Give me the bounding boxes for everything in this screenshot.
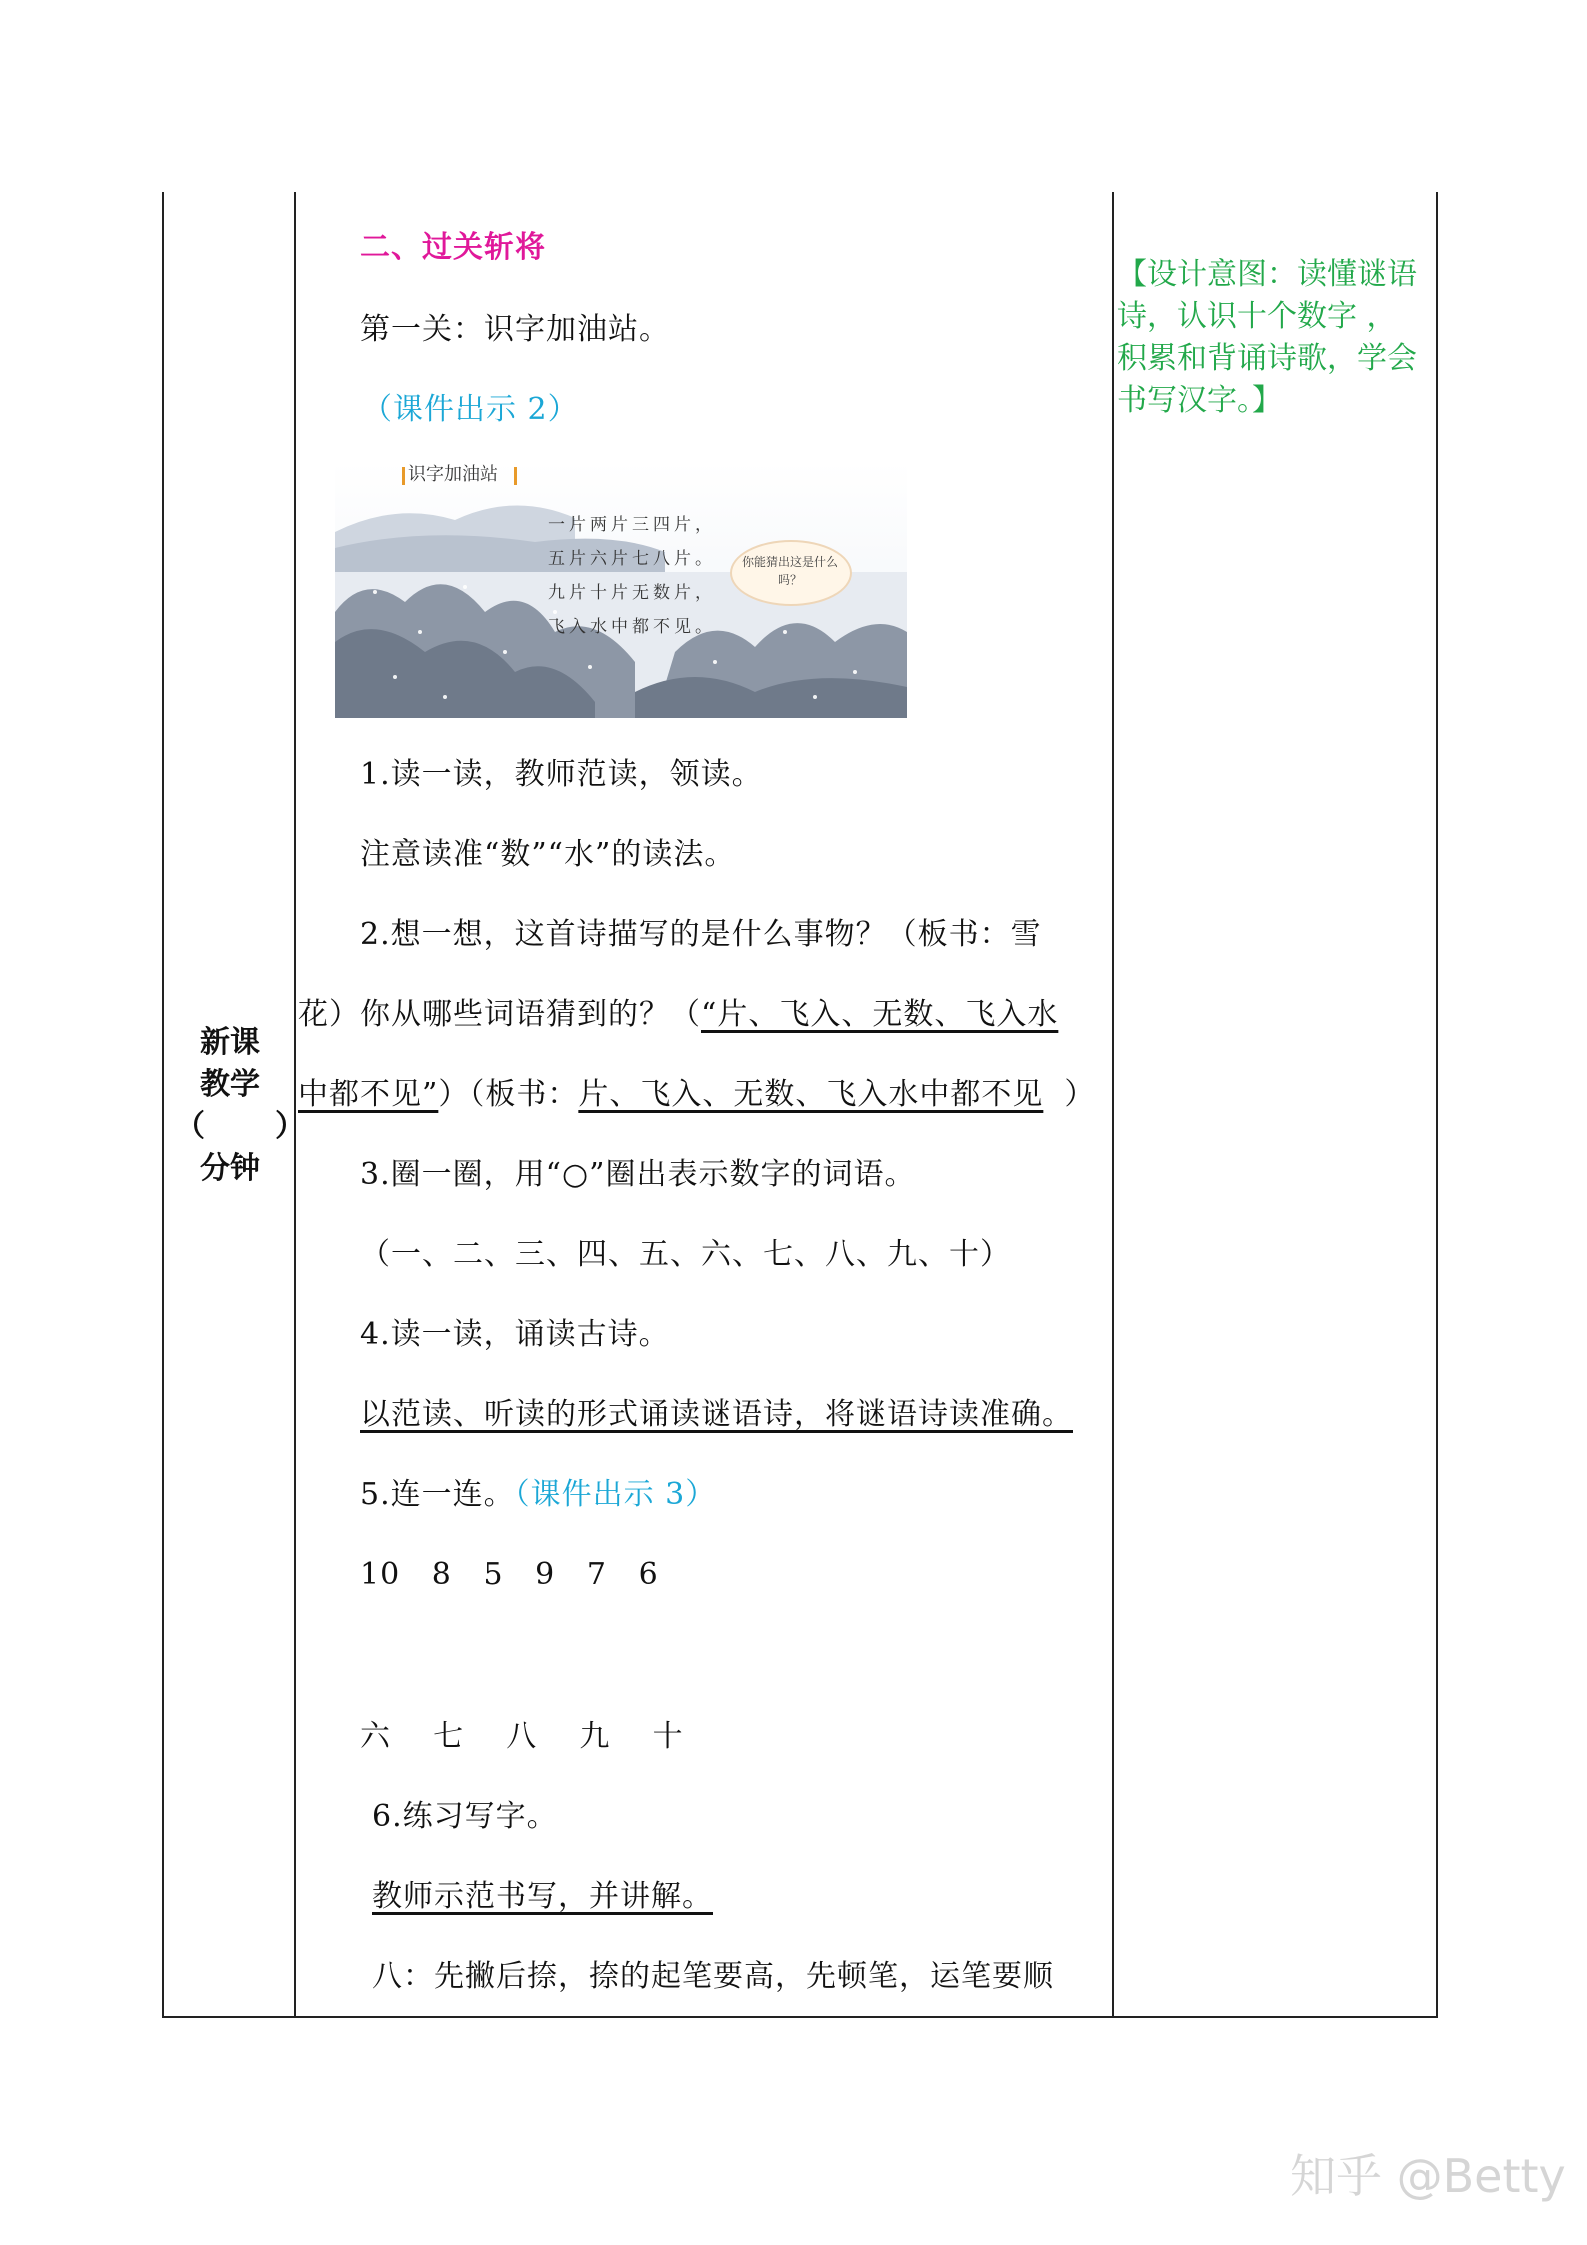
step-6: 6.练习写字。 [372, 1799, 558, 1834]
step-2-line-c [298, 1075, 1095, 1115]
design-intent-line-3: 积累和背诵诗歌，学会 [1117, 341, 1417, 376]
step-6-ba: 八：先撇后捺，捺的起笔要高，先顿笔，运笔要顺 [372, 1959, 1054, 1994]
design-intent [1117, 254, 1437, 422]
poem-line-2: 五片六片七八片。 [548, 549, 716, 569]
step-5 [360, 1475, 716, 1515]
poem-line-4: 飞入水中都不见。 [548, 617, 716, 637]
step-2-line-c-underlined-2: 片、飞入、无数、飞入水中都不见 [578, 1077, 1044, 1112]
tag-bar-right [514, 467, 517, 485]
design-intent-line-4: 书写汉字。】 [1117, 383, 1282, 418]
left-label-line2: 教学 [200, 1067, 260, 1102]
step-3: 3.圈一圈，用“○”圈出表示数字的词语。 [360, 1157, 916, 1192]
step-2-line-b-underlined: “片、飞入、无数、飞入水 [701, 997, 1059, 1032]
numbers-row: 10 8 5 9 7 6 [360, 1557, 659, 1592]
step-2-line-a: 2.想一想，这首诗描写的是什么事物？（板书：雪 [360, 917, 1042, 952]
table-border-bottom [162, 2016, 1438, 2018]
step-2-line-c-plain: ）（板书： [438, 1077, 579, 1112]
poem-line-3: 九片十片无数片， [548, 583, 716, 603]
courseware-2: （课件出示 2） [362, 392, 579, 427]
step-6-note: 教师示范书写，并讲解。 [372, 1879, 713, 1914]
design-intent-line-1: 【设计意图：读懂谜语 [1117, 257, 1417, 292]
step-2-line-b-plain: 花）你从哪些词语猜到的？（ [298, 997, 701, 1032]
left-label-line4: 分钟 [200, 1151, 260, 1186]
thought-bubble-text: 你能猜出这是什么吗？ [742, 555, 839, 587]
courseware-3: （课件出示 3） [514, 1477, 717, 1512]
left-label-close-paren: ） [275, 1109, 305, 1144]
table-border-right [1436, 192, 1438, 2018]
watermark: 知乎 @Betty [1290, 2149, 1566, 2203]
step-2-line-c-underlined-1: 中都不见” [298, 1077, 439, 1112]
poem-line-1: 一片两片三四片， [548, 515, 716, 535]
stage1-heading: 第一关：识字加油站。 [360, 312, 670, 347]
table-border-left [162, 192, 164, 2018]
step-1: 1.读一读，教师范读，领读。 [360, 757, 763, 792]
step-4-note: 以范读、听读的形式诵读谜语诗，将谜语诗读准确。 [360, 1397, 1073, 1432]
tag-bar-left [402, 467, 405, 485]
illustration-tag: 识字加油站 [408, 464, 498, 485]
table-divider-2 [1112, 192, 1114, 2018]
design-intent-line-2: 诗，认识十个数字 ， [1117, 299, 1397, 334]
step-2-line-b [298, 995, 1058, 1035]
step-5-label: 5.连一连。 [360, 1477, 515, 1512]
left-label-open-paren: （ [175, 1109, 205, 1144]
step-2-line-c-end: ） [1043, 1077, 1096, 1112]
section-title: 二、过关斩将 [360, 230, 546, 265]
table-divider-1 [294, 192, 296, 2018]
left-label-line1: 新课 [200, 1025, 260, 1060]
step-1-note: 注意读准“数”“水”的读法。 [360, 837, 736, 872]
step-3-list: （一、二、三、四、五、六、七、八、九、十） [360, 1237, 1011, 1272]
step-4: 4.读一读，诵读古诗。 [360, 1317, 670, 1352]
hanzi-row: 六 七 八 九 十 [360, 1719, 684, 1754]
